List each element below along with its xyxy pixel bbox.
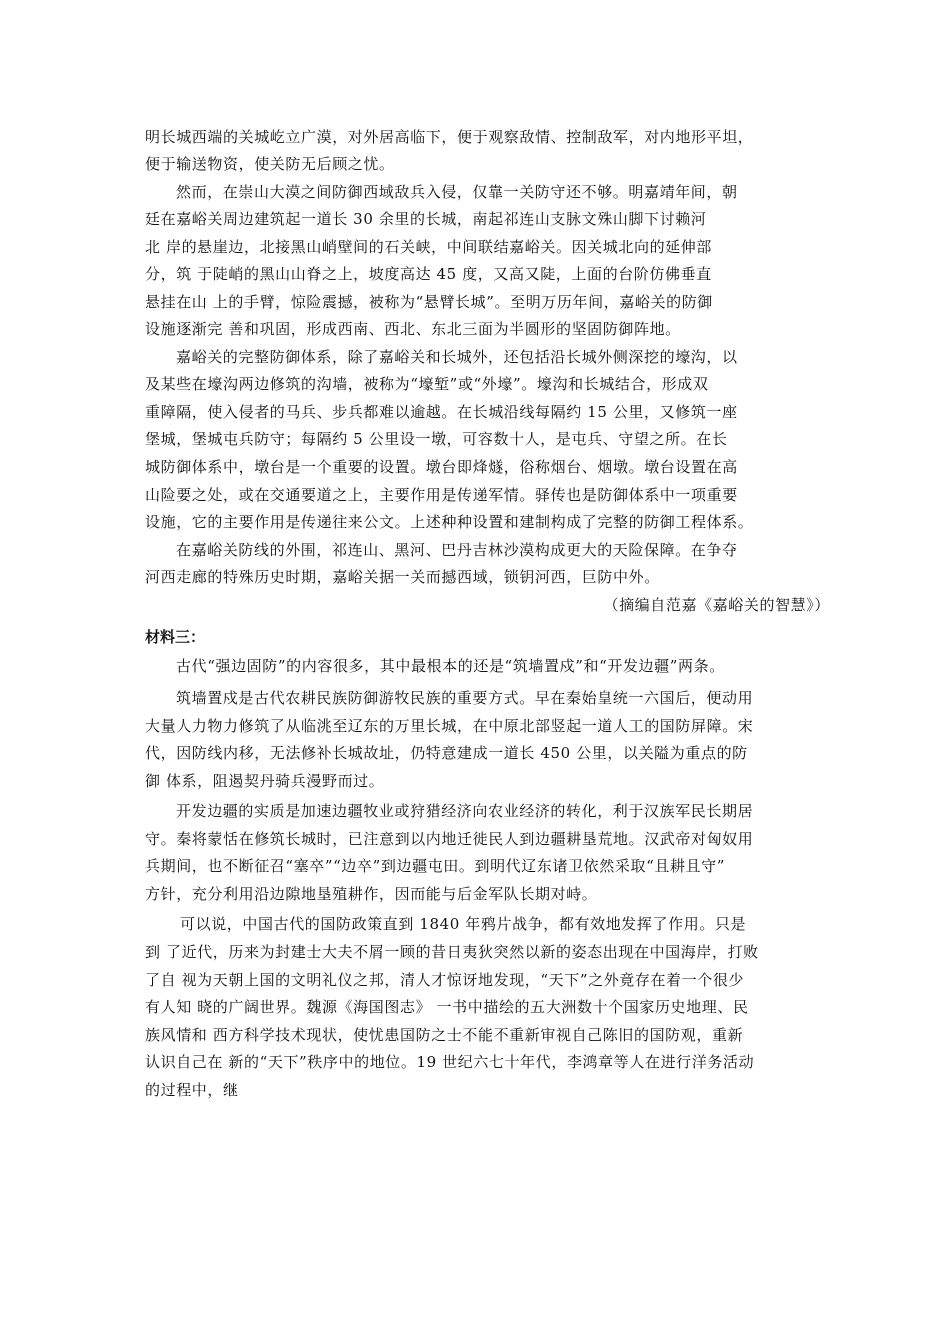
- paragraph-8-line-5: 族风情和 西方科学技术现状，使忧患国防之士不能不重新审视自己陈旧的国防观，重新: [145, 1026, 744, 1044]
- paragraph-4-line-2: 河西走廊的特殊历史时期，嘉峪关据一关而撼西域，锁钥河西，巨防中外。: [145, 568, 660, 586]
- source-note: （摘编自范嘉《嘉峪关的智慧》）: [603, 596, 830, 614]
- paragraph-7-line-2: 守。秦将蒙恬在修筑长城时，已注意到以内地迁徙民人到边疆耕垦荒地。汉武帝对匈奴用: [145, 830, 754, 848]
- paragraph-4-line-1: 在嘉峪关防线的外围，祁连山、黑河、巴丹吉林沙漠构成更大的天险保障。在争夺: [176, 541, 738, 559]
- paragraph-8-line-3: 了自 视为天朝上国的文明礼仪之邦，清人才惊讶地发现，“天下”之外竟存在着一个很少: [145, 971, 745, 989]
- paragraph-2-line-6: 设施逐渐完 善和巩固，形成西南、西北、东北三面为半圆形的坚固防御阵地。: [145, 320, 681, 338]
- paragraph-3-line-2: 及某些在壕沟两边修筑的沟墙，被称为“壕堑”或“外壕”。壕沟和长城结合，形成双: [145, 375, 709, 393]
- material-three-heading: 材料三：: [145, 628, 206, 646]
- paragraph-8-line-6: 认识自己在 新的“天下”秩序中的地位。19 世纪六七十年代，李鸿章等人在进行洋务活动: [145, 1053, 755, 1071]
- paragraph-7-line-1: 开发边疆的实质是加速边疆牧业或狩猎经济向农业经济的转化，利于汉族军民长期居: [176, 802, 754, 820]
- paragraph-5-line-1: 古代“强边固防”的内容很多，其中最根本的还是“筑墙置戍”和“开发边疆”两条。: [176, 657, 725, 675]
- paragraph-7-line-4: 方针，充分利用沿边隙地垦殖耕作，因而能与后金军队长期对峙。: [145, 885, 598, 903]
- paragraph-3-line-6: 山险要之处，或在交通要道之上，主要作用是传递军情。驿传也是防御体系中一项重要: [145, 486, 738, 504]
- paragraph-8-line-1: 可以说，中国古代的国防政策直到 1840 年鸦片战争，都有效地发挥了作用。只是: [180, 915, 747, 933]
- paragraph-6-line-2: 大量人力物力修筑了从临洮至辽东的万里长城，在中原北部竖起一道人工的国防屏障。宋: [145, 717, 754, 735]
- paragraph-8-line-7: 的过程中，继: [145, 1081, 239, 1099]
- paragraph-7-line-3: 兵期间，也不断征召“塞卒”“边卒”到边疆屯田。到明代辽东诸卫依然采取“且耕且守”: [145, 857, 726, 875]
- paragraph-2-line-2: 廷在嘉峪关周边建筑起一道长 30 余里的长城，南起祁连山支脉文殊山脚下讨赖河: [145, 210, 707, 228]
- paragraph-6-line-1: 筑墙置戍是古代农耕民族防御游牧民族的重要方式。早在秦始皇统一六国后，便动用: [176, 689, 754, 707]
- paragraph-2-line-3: 北 岸的悬崖边，北接黑山峭壁间的石关峡，中间联结嘉峪关。因关城北向的延伸部: [145, 238, 712, 256]
- paragraph-1-line-1: 明长城西端的关城屹立广漠，对外居高临下，便于观察敌情、控制敌军，对内地形平坦，: [145, 128, 754, 146]
- paragraph-8-line-2: 到 了近代，历来为封建士大夫不屑一顾的昔日夷狄突然以新的姿态出现在中国海岸，打败: [145, 943, 759, 961]
- paragraph-3-line-5: 城防御体系中，墩台是一个重要的设置。墩台即烽燧，俗称烟台、烟墩。墩台设置在高: [145, 458, 738, 476]
- paragraph-3-line-1: 嘉峪关的完整防御体系，除了嘉峪关和长城外，还包括沿长城外侧深挖的壕沟，以: [176, 348, 738, 366]
- paragraph-3-line-7: 设施，它的主要作用是传递往来公文。上述种种设置和建制构成了完整的防御工程体系。: [145, 513, 754, 531]
- paragraph-2-line-1: 然而，在崇山大漠之间防御西域敌兵入侵，仅靠一关防守还不够。明嘉靖年间，朝: [176, 183, 738, 201]
- paragraph-6-line-4: 御 体系，阻遏契丹骑兵漫野而过。: [145, 772, 385, 790]
- paragraph-3-line-4: 堡城，堡城屯兵防守；每隔约 5 公里设一墩，可容数十人，是屯兵、守望之所。在长: [145, 430, 728, 448]
- paragraph-6-line-3: 代，因防线内移，无法修补长城故址，仍特意建成一道长 450 公里，以关隘为重点的防: [145, 744, 748, 762]
- paragraph-1-line-2: 便于输送物资，使关防无后顾之忧。: [145, 155, 395, 173]
- paragraph-3-line-3: 重障隔，使入侵者的马兵、步兵都难以逾越。在长城沿线每隔约 15 公里，又修筑一座: [145, 403, 738, 421]
- paragraph-8-line-4: 有人知 晓的广阔世界。魏源《海国图志》 一书中描绘的五大洲数十个国家历史地理、民: [145, 998, 749, 1016]
- paragraph-2-line-4: 分，筑 于陡峭的黑山山脊之上，坡度高达 45 度，又高又陡，上面的台阶仿佛垂直: [145, 265, 712, 283]
- paragraph-2-line-5: 悬挂在山 上的手臂，惊险震撼，被称为“悬臂长城”。至明万历年间，嘉峪关的防御: [145, 293, 713, 311]
